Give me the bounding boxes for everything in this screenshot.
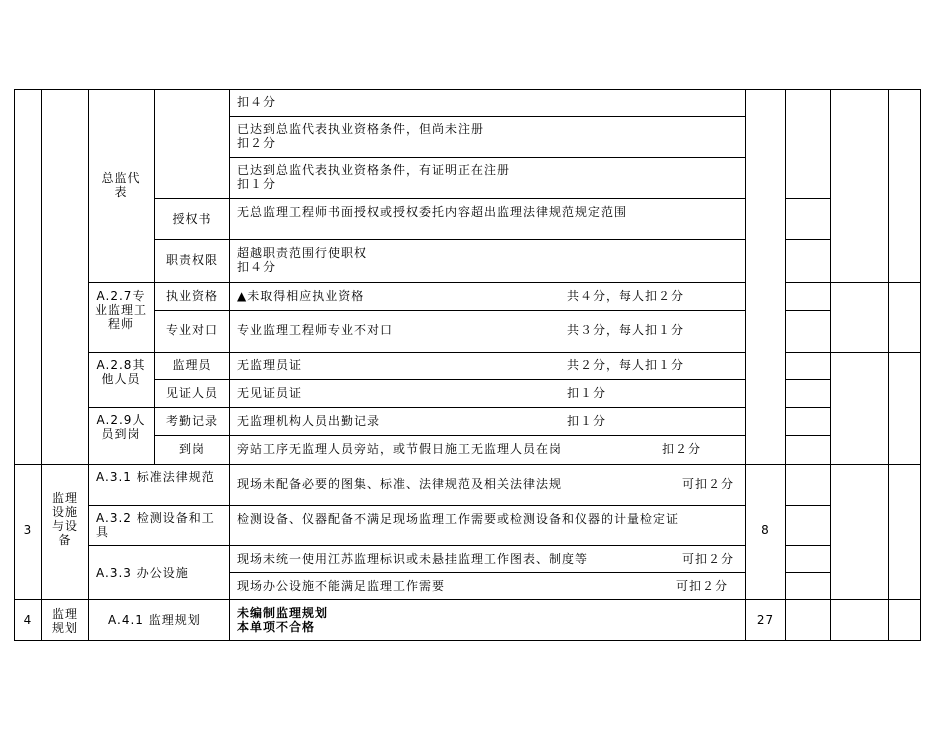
right-sep-5	[785, 352, 830, 353]
right-sep-1	[785, 198, 830, 199]
label-zyzg: 执业资格	[165, 289, 218, 303]
desc-r11: 旁站工序无监理人员旁站，或节假日施工无监理人员在岗	[237, 442, 563, 456]
desc-r2a: 已达到总监代表执业资格条件，但尚未注册	[237, 122, 485, 136]
desc-r15-score: 可扣２分	[676, 579, 729, 593]
score-table	[14, 89, 921, 641]
table-left-border	[14, 89, 15, 641]
section-3-top	[14, 464, 921, 465]
desc-r9: 无见证员证	[237, 386, 303, 400]
desc-r15: 现场办公设施不能满足监理工作需要	[237, 579, 446, 593]
row-sep-1	[229, 116, 745, 117]
desc-r2b: 扣２分	[237, 136, 277, 150]
section-4-number: 4	[23, 613, 33, 627]
col-line-1	[41, 89, 42, 641]
label-a33: A.3.3 办公设施	[96, 566, 189, 580]
row-sep-6	[154, 379, 745, 380]
desc-r6-score: 共４分，每人扣２分	[567, 289, 685, 303]
section-3-score: 8	[761, 523, 770, 537]
group-sep-a28	[88, 352, 745, 353]
right-sep-6	[785, 379, 830, 380]
desc-r8: 无监理员证	[237, 358, 303, 372]
group-sep-a29	[88, 407, 745, 408]
desc-r13: 检测设备、仪器配备不满足现场监理工作需要或检测设备和仪器的计量检定证	[237, 512, 680, 526]
right-sep-9	[785, 505, 830, 506]
right-sep-2	[785, 239, 830, 240]
section-4-score: 27	[756, 613, 775, 627]
label-a27: A.2.7专业监理工程师	[94, 289, 147, 331]
desc-r8-score: 共２分，每人扣１分	[567, 358, 685, 372]
desc-r16b: 本单项不合格	[237, 620, 316, 634]
desc-r10-score: 扣１分	[567, 414, 607, 428]
label-jzry: 见证人员	[165, 386, 218, 400]
far-right-sep-1	[830, 282, 921, 283]
section-4-name: 监理规划	[51, 607, 78, 635]
desc-r4: 无总监理工程师书面授权或授权委托内容超出监理法律规范规定范围	[237, 205, 628, 219]
label-sqs: 授权书	[172, 212, 212, 226]
label-a31: A.3.1 标准法律规范	[96, 470, 215, 484]
label-zjdb: 总监代表	[101, 171, 141, 199]
group-sep-a27	[88, 282, 745, 283]
section-3-number: 3	[23, 523, 33, 537]
desc-r12: 现场未配备必要的图集、标准、法律规范及相关法律法规	[237, 477, 563, 491]
label-dg: 到岗	[178, 442, 205, 456]
row-sep-4	[154, 239, 745, 240]
desc-r3b: 扣１分	[237, 177, 277, 191]
col-line-6	[785, 89, 786, 641]
desc-r11-score: 扣２分	[662, 442, 702, 456]
label-a29: A.2.9人员到岗	[96, 413, 146, 441]
label-zydk: 专业对口	[165, 323, 218, 337]
row-sep-3	[154, 198, 745, 199]
label-a28: A.2.8其他人员	[96, 358, 146, 386]
row-sep-2	[229, 157, 745, 158]
desc-r14: 现场未统一使用江苏监理标识或未悬挂监理工作图表、制度等	[237, 552, 589, 566]
col-line-8	[888, 89, 889, 641]
label-kqjl: 考勤记录	[165, 414, 218, 428]
group-sep-a33	[88, 545, 745, 546]
table-right-border	[920, 89, 921, 641]
col-line-7	[830, 89, 831, 641]
col-line-2	[88, 89, 89, 641]
desc-r5b: 扣４分	[237, 260, 277, 274]
col-line-4	[229, 89, 230, 641]
label-zzqx: 职责权限	[165, 253, 218, 267]
label-a41: A.4.1 监理规划	[108, 613, 201, 627]
desc-r6: ▲未取得相应执业资格	[237, 289, 365, 303]
row-sep-8	[229, 572, 745, 573]
far-right-sep-2	[830, 352, 921, 353]
group-sep-a32	[88, 505, 745, 506]
right-sep-10	[785, 545, 830, 546]
right-sep-8	[785, 435, 830, 436]
row-sep-7	[154, 435, 745, 436]
col-line-5	[745, 89, 746, 641]
label-jly: 监理员	[172, 358, 212, 372]
desc-r10: 无监理机构人员出勤记录	[237, 414, 381, 428]
section-3-name: 监理设施与设备	[51, 491, 78, 547]
label-a32: A.3.2 检测设备和工具	[96, 511, 215, 539]
desc-r16a: 未编制监理规划	[237, 606, 329, 620]
desc-r5a: 超越职责范围行使职权	[237, 246, 368, 260]
desc-r1: 扣４分	[237, 95, 277, 109]
right-sep-7	[785, 407, 830, 408]
right-sep-3	[785, 282, 830, 283]
desc-r7: 专业监理工程师专业不对口	[237, 323, 394, 337]
desc-r3a: 已达到总监代表执业资格条件，有证明正在注册	[237, 163, 511, 177]
desc-r9-score: 扣１分	[567, 386, 607, 400]
section-4-top	[14, 599, 921, 600]
desc-r14-score: 可扣２分	[682, 552, 735, 566]
right-sep-11	[785, 572, 830, 573]
desc-r7-score: 共３分，每人扣１分	[567, 323, 685, 337]
right-sep-4	[785, 310, 830, 311]
desc-r12-score: 可扣２分	[682, 477, 735, 491]
row-sep-5	[154, 310, 745, 311]
